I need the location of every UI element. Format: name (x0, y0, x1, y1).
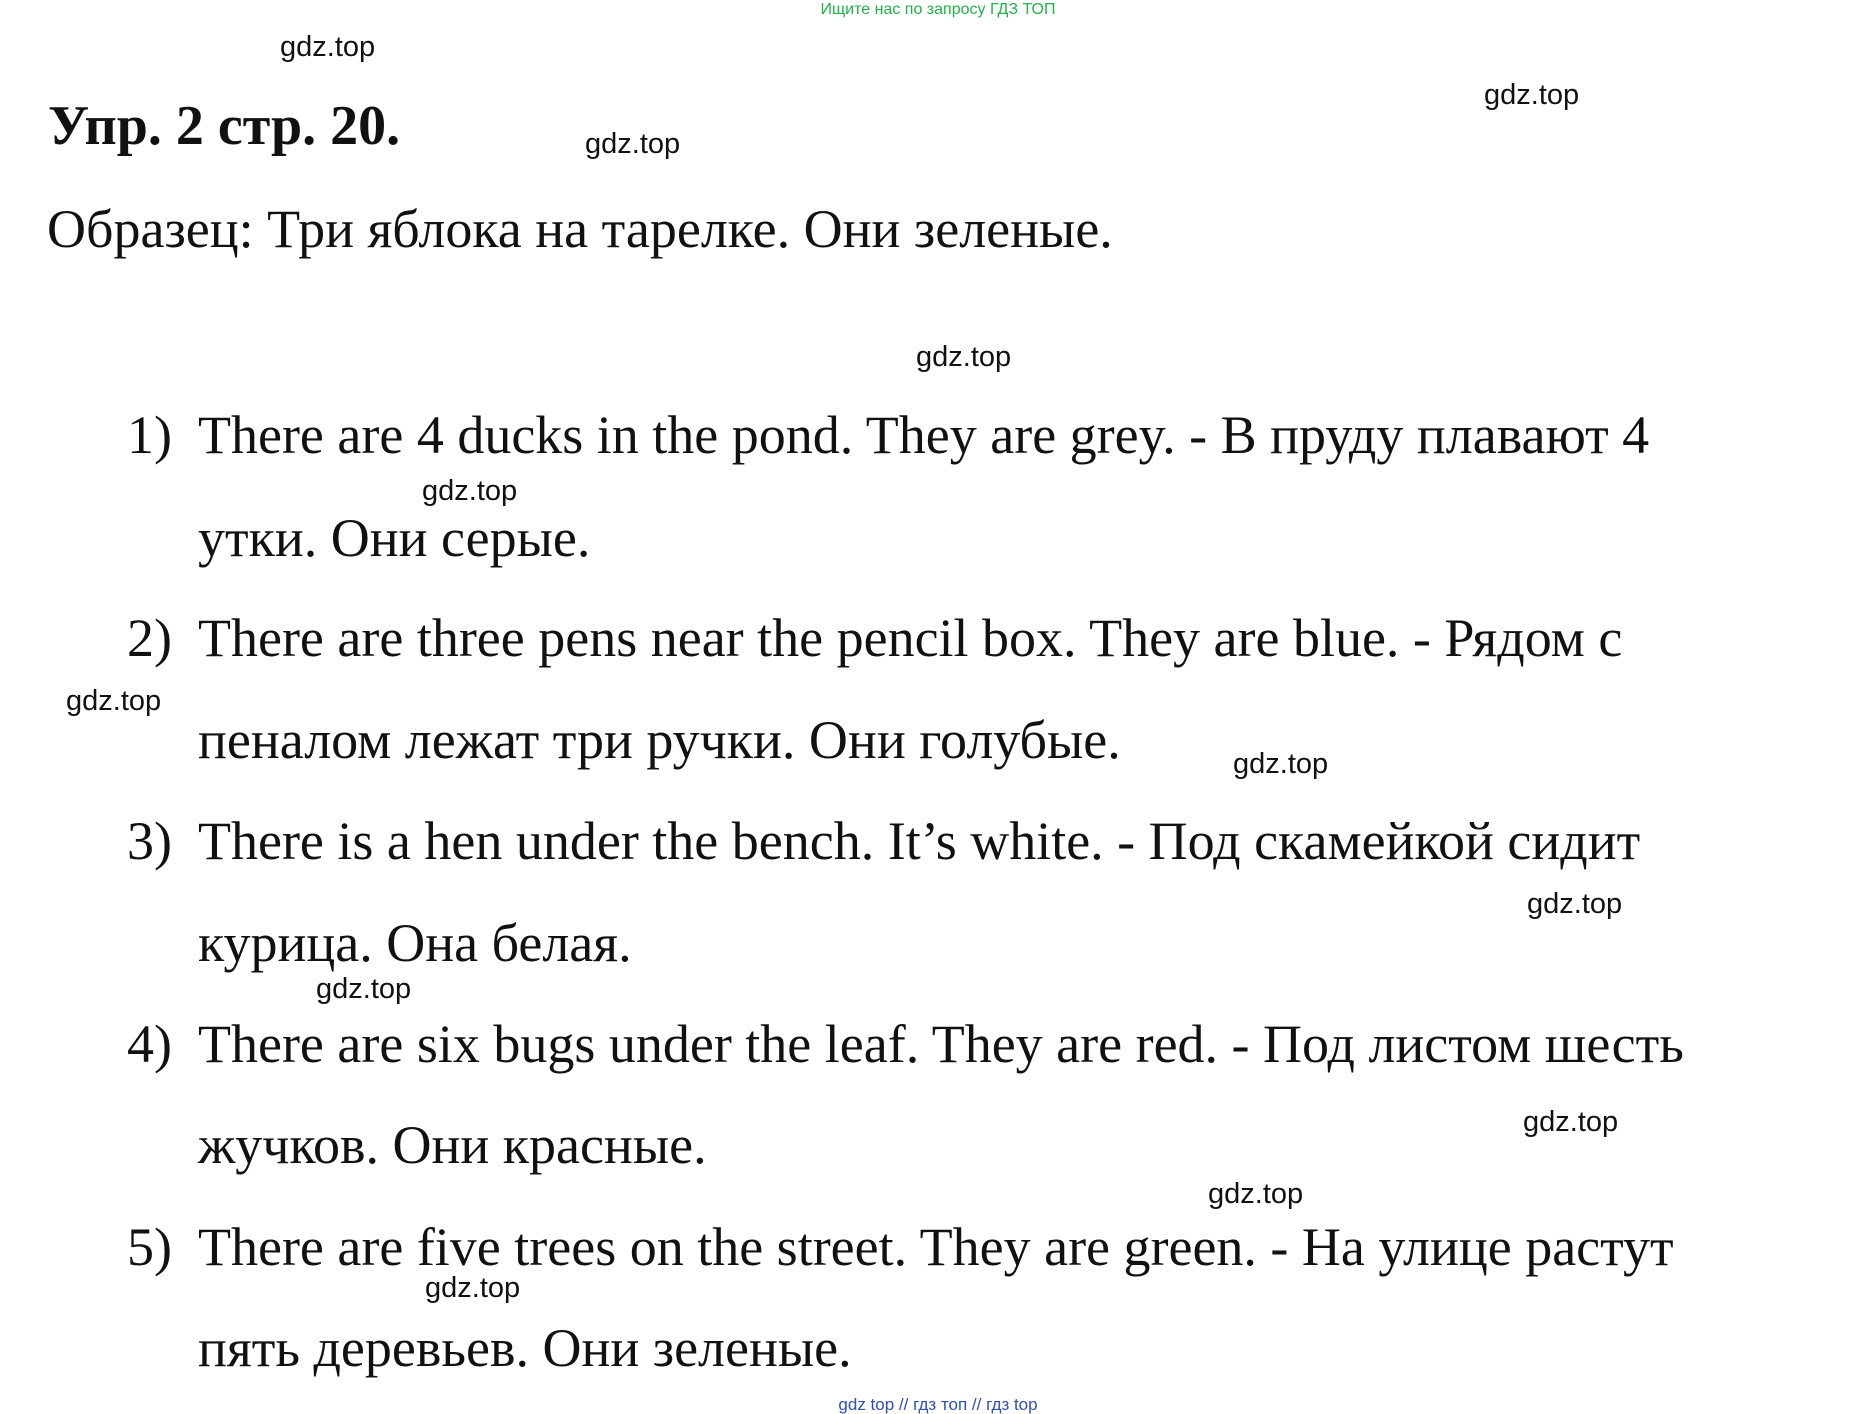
item-line-english: There are 4 ducks in the pond. They are grey. - В пруду плавают 4 (198, 405, 1650, 465)
item-line-english: There are three pens near the pencil box. They are blue. - Рядом с (198, 608, 1623, 668)
watermark: gdz.top (1527, 888, 1623, 920)
watermark: gdz.top (1208, 1178, 1304, 1210)
item-line-russian: жучков. Они красные. (198, 1115, 707, 1175)
watermark: gdz.top (422, 475, 518, 507)
item-number: 1) (127, 405, 172, 465)
watermark: gdz.top (585, 128, 681, 160)
footer-watermark: gdz top // гдз топ // гдз top (838, 1395, 1038, 1414)
watermark: gdz.top (1523, 1106, 1619, 1138)
watermark: gdz.top (916, 341, 1012, 373)
watermark: gdz.top (316, 973, 412, 1005)
watermark: gdz.top (66, 685, 162, 717)
item-line-english: There are five trees on the street. They are green. - На улице растут (198, 1217, 1674, 1277)
item-number: 5) (127, 1217, 172, 1277)
item-number: 4) (127, 1014, 172, 1074)
watermark: gdz.top (1233, 748, 1329, 780)
exercise-title: Упр. 2 стр. 20. (48, 95, 401, 157)
item-line-english: There are six bugs under the leaf. They are red. - Под листом шесть (198, 1014, 1684, 1074)
watermark: gdz.top (280, 31, 376, 63)
item-number: 2) (127, 608, 172, 668)
sample-sentence: Образец: Три яблока на тарелке. Они зеленые. (47, 199, 1113, 259)
item-line-russian: пеналом лежат три ручки. Они голубые. (198, 710, 1121, 770)
watermark: gdz.top (425, 1272, 521, 1304)
item-line-russian: утки. Они серые. (198, 508, 591, 568)
item-line-russian: курица. Она белая. (198, 913, 632, 973)
item-line-english: There is a hen under the bench. It’s white. - Под скамейкой сидит (198, 811, 1641, 871)
watermark: gdz.top (1484, 79, 1580, 111)
search-banner: Ищите нас по запросу ГДЗ ТОП (820, 1, 1056, 18)
item-number: 3) (127, 811, 172, 871)
item-line-russian: пять деревьев. Они зеленые. (198, 1318, 852, 1378)
